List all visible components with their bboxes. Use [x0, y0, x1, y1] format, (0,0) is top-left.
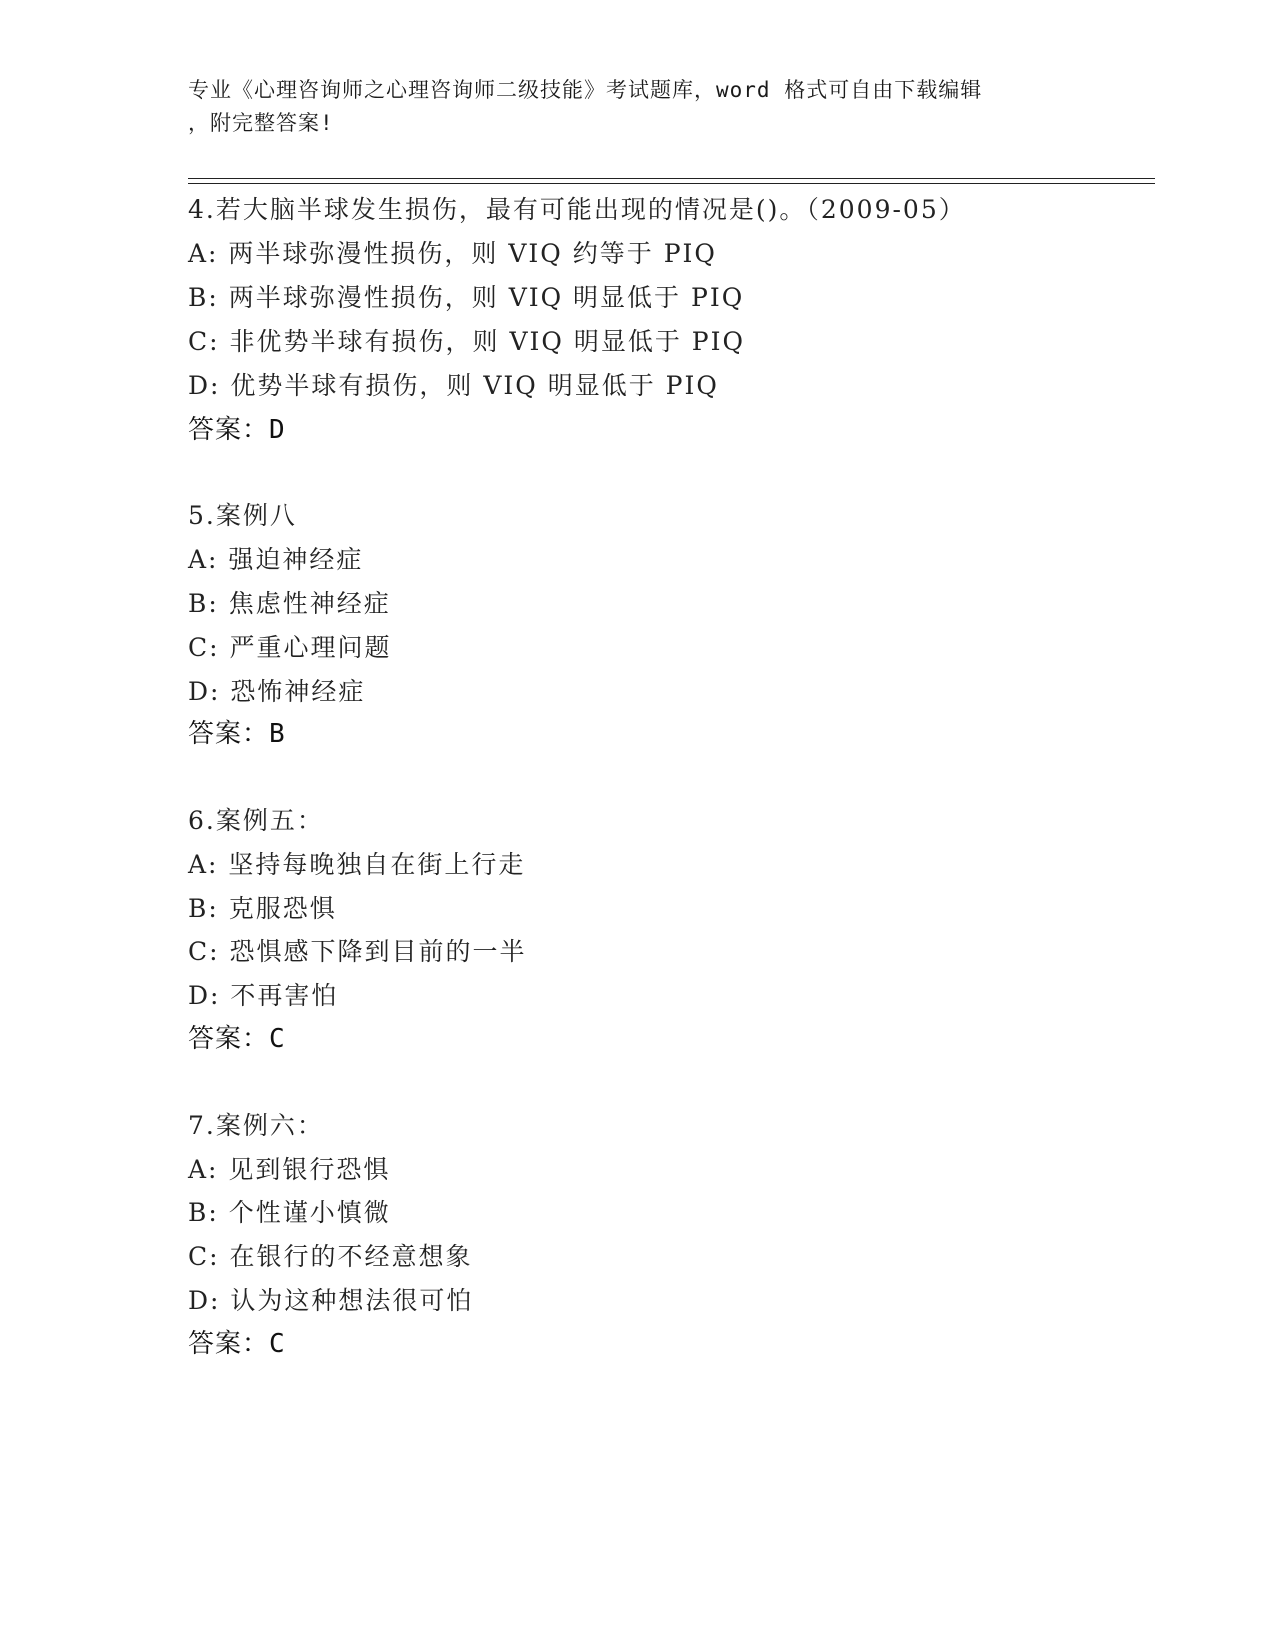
option-b: B: 个性谨小慎微: [188, 1198, 391, 1227]
question-stem: 6.案例五：: [188, 806, 324, 835]
option-d: D: 恐怖神经症: [188, 677, 366, 706]
option-c: C: 恐惧感下降到目前的一半: [188, 937, 527, 966]
question-stem: 7.案例六：: [188, 1111, 324, 1140]
option-a: A: 强迫神经症: [188, 545, 364, 574]
question-stem: 5.案例八: [188, 501, 297, 530]
option-a: A: 见到银行恐惧: [188, 1155, 391, 1184]
option-b: B: 焦虑性神经症: [188, 589, 391, 618]
answer-label: 答案：B: [188, 719, 286, 749]
option-c: C: 严重心理问题: [188, 633, 392, 662]
header-divider-top: [188, 178, 1155, 179]
option-b: B: 两半球弥漫性损伤，则 VIQ 明显低于 PIQ: [188, 283, 745, 312]
answer-label: 答案：C: [188, 1024, 286, 1054]
option-d: D: 不再害怕: [188, 981, 339, 1010]
option-c: C: 非优势半球有损伤，则 VIQ 明显低于 PIQ: [188, 327, 745, 356]
option-a: A: 坚持每晚独自在街上行走: [188, 850, 526, 879]
answer-label: 答案：D: [188, 415, 286, 445]
option-d: D: 优势半球有损伤，则 VIQ 明显低于 PIQ: [188, 371, 719, 400]
document-title-line-2: ，附完整答案!: [188, 111, 334, 135]
header-divider-bottom: [188, 183, 1155, 184]
question-stem: 4.若大脑半球发生损伤，最有可能出现的情况是()。（2009-05）: [188, 195, 966, 224]
option-d: D: 认为这种想法很可怕: [188, 1286, 474, 1315]
answer-label: 答案：C: [188, 1329, 286, 1359]
option-c: C: 在银行的不经意想象: [188, 1242, 473, 1271]
option-a: A: 两半球弥漫性损伤，则 VIQ 约等于 PIQ: [188, 239, 717, 268]
document-title-line-1: 专业《心理咨询师之心理咨询师二级技能》考试题库，word 格式可自由下载编辑: [188, 78, 983, 102]
option-b: B: 克服恐惧: [188, 894, 337, 923]
